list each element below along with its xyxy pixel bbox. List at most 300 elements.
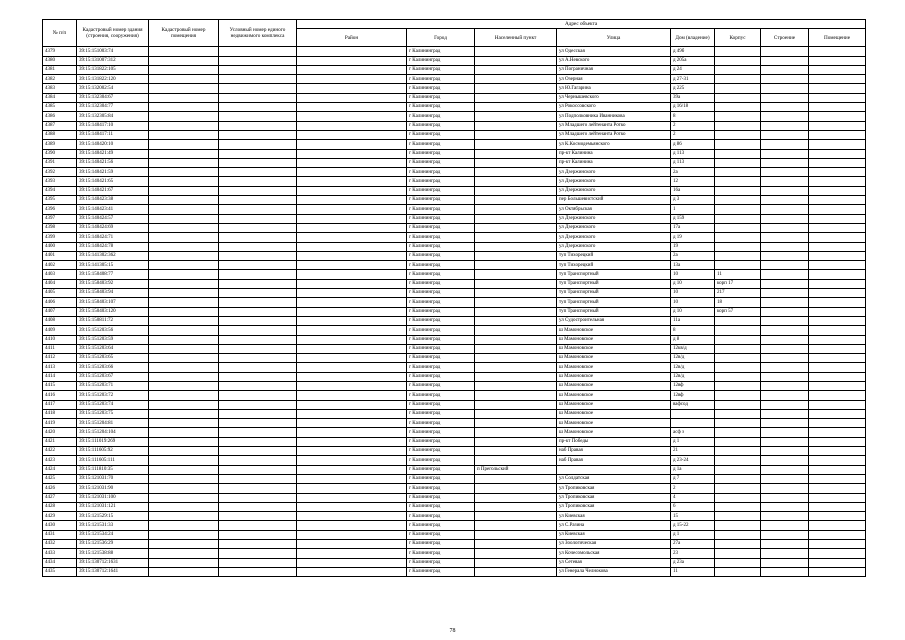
cell-district: [297, 149, 407, 158]
cell-cadastral-room: [149, 196, 219, 205]
cell-conditional-complex: [219, 512, 297, 521]
cell-room: [809, 419, 866, 428]
col-house-header: Дом (владение): [671, 29, 715, 47]
cell-block: [715, 251, 761, 260]
cell-row-number: 4403: [43, 270, 77, 279]
cell-house: д 225: [671, 84, 715, 93]
col-cadastral-building-header: Кадастровый номер здания (строения, сооружения): [77, 20, 149, 47]
cell-building: [761, 93, 809, 102]
cell-conditional-complex: [219, 298, 297, 307]
cell-cadastral-building: 39:15:151203:71: [77, 381, 149, 390]
cell-row-number: 4383: [43, 84, 77, 93]
cell-block: [715, 400, 761, 409]
cell-city: г Калининград: [407, 484, 475, 493]
col-city-header: Город: [407, 29, 475, 47]
cell-building: [761, 316, 809, 325]
cell-house: 8: [671, 112, 715, 121]
cell-street: ш Мамоновское: [557, 409, 671, 418]
cell-cadastral-room: [149, 428, 219, 437]
cell-room: [809, 47, 866, 56]
cell-settlement: [475, 56, 557, 65]
cell-building: [761, 335, 809, 344]
cell-building: [761, 381, 809, 390]
table-row: [43, 196, 866, 205]
cell-cadastral-room: [149, 484, 219, 493]
cell-row-number: 4408: [43, 316, 77, 325]
cell-street: ул Дзержинского: [557, 233, 671, 242]
cell-settlement: [475, 47, 557, 56]
cell-street: ул Сетевая: [557, 558, 671, 567]
cell-cadastral-room: [149, 65, 219, 74]
cell-row-number: 4393: [43, 177, 77, 186]
cell-room: [809, 130, 866, 139]
cell-room: [809, 521, 866, 530]
cell-district: [297, 326, 407, 335]
cell-row-number: 4395: [43, 196, 77, 205]
cell-building: [761, 223, 809, 232]
table-row: [43, 186, 866, 195]
cell-cadastral-building: 39:15:140424:69: [77, 223, 149, 232]
cell-settlement: [475, 391, 557, 400]
cell-district: [297, 103, 407, 112]
cell-room: [809, 158, 866, 167]
cell-conditional-complex: [219, 289, 297, 298]
cell-conditional-complex: [219, 372, 297, 381]
cell-conditional-complex: [219, 465, 297, 474]
cell-settlement: [475, 103, 557, 112]
cell-conditional-complex: [219, 437, 297, 446]
cell-district: [297, 372, 407, 381]
cell-building: [761, 354, 809, 363]
cell-city: г Калининград: [407, 381, 475, 390]
cell-conditional-complex: [219, 381, 297, 390]
cell-street: наб Правая: [557, 456, 671, 465]
cell-district: [297, 363, 407, 372]
cell-row-number: 4398: [43, 223, 77, 232]
cell-row-number: 4390: [43, 149, 77, 158]
cell-cadastral-building: 39:15:140421:65: [77, 177, 149, 186]
cell-street: туп Транспортный: [557, 270, 671, 279]
cell-house: д 3: [671, 196, 715, 205]
cell-district: [297, 205, 407, 214]
cell-room: [809, 391, 866, 400]
cell-conditional-complex: [219, 484, 297, 493]
cell-row-number: 4431: [43, 530, 77, 539]
cell-settlement: [475, 121, 557, 130]
cell-block: 11: [715, 270, 761, 279]
cell-city: г Калининград: [407, 233, 475, 242]
cell-house: 15: [671, 512, 715, 521]
cell-building: [761, 140, 809, 149]
cell-city: г Калининград: [407, 75, 475, 84]
cell-settlement: п Прегольский: [475, 465, 557, 474]
cell-settlement: [475, 186, 557, 195]
table-row: [43, 354, 866, 363]
cell-building: [761, 186, 809, 195]
cell-conditional-complex: [219, 474, 297, 483]
cell-cadastral-room: [149, 465, 219, 474]
cell-room: [809, 177, 866, 186]
cell-block: [715, 474, 761, 483]
cell-conditional-complex: [219, 158, 297, 167]
cell-room: [809, 437, 866, 446]
table-header: [43, 20, 866, 47]
cell-cadastral-room: [149, 437, 219, 446]
cell-district: [297, 391, 407, 400]
cell-street: ул Одесская: [557, 47, 671, 56]
cell-building: [761, 251, 809, 260]
cell-conditional-complex: [219, 251, 297, 260]
cell-cadastral-building: 39:15:121031:121: [77, 502, 149, 511]
cell-conditional-complex: [219, 112, 297, 121]
cell-building: [761, 502, 809, 511]
cell-city: г Калининград: [407, 112, 475, 121]
cell-house: 2: [671, 130, 715, 139]
cell-conditional-complex: [219, 549, 297, 558]
table-row: [43, 270, 866, 279]
cell-building: [761, 233, 809, 242]
cell-cadastral-room: [149, 93, 219, 102]
table-row: [43, 289, 866, 298]
table-row: [43, 65, 866, 74]
cell-city: г Калининград: [407, 168, 475, 177]
cell-block: 217: [715, 289, 761, 298]
cell-district: [297, 354, 407, 363]
cell-room: [809, 381, 866, 390]
table-row: [43, 298, 866, 307]
cell-street: ш Мамоновское: [557, 335, 671, 344]
cell-building: [761, 130, 809, 139]
cell-city: г Калининград: [407, 316, 475, 325]
cell-house: д 86: [671, 140, 715, 149]
cell-cadastral-building: 39:15:132002:54: [77, 84, 149, 93]
cell-row-number: 4420: [43, 428, 77, 437]
cell-block: [715, 521, 761, 530]
cell-city: г Калининград: [407, 391, 475, 400]
cell-settlement: [475, 233, 557, 242]
cell-district: [297, 214, 407, 223]
table-row: [43, 372, 866, 381]
cell-house: 10: [671, 289, 715, 298]
table-row: [43, 103, 866, 112]
cell-city: г Калининград: [407, 549, 475, 558]
cell-district: [297, 530, 407, 539]
cell-district: [297, 121, 407, 130]
cell-city: г Калининград: [407, 540, 475, 549]
cell-room: [809, 261, 866, 270]
cell-room: [809, 512, 866, 521]
cell-street: ул Октябрьская: [557, 205, 671, 214]
cell-row-number: 4384: [43, 93, 77, 102]
cell-district: [297, 233, 407, 242]
cell-house: 12: [671, 177, 715, 186]
col-conditional-complex-header: Условный номер единого недвижимого комплекса: [219, 20, 297, 47]
table-row: [43, 158, 866, 167]
cell-building: [761, 103, 809, 112]
cell-cadastral-building: 39:15:111810:35: [77, 465, 149, 474]
cell-house: д 23а: [671, 558, 715, 567]
cell-conditional-complex: [219, 540, 297, 549]
cell-row-number: 4392: [43, 168, 77, 177]
cell-city: г Калининград: [407, 447, 475, 456]
cell-district: [297, 419, 407, 428]
cell-settlement: [475, 335, 557, 344]
cell-district: [297, 47, 407, 56]
cell-room: [809, 75, 866, 84]
cell-house: 8: [671, 326, 715, 335]
cell-settlement: [475, 84, 557, 93]
cell-city: г Калининград: [407, 84, 475, 93]
cell-row-number: 4421: [43, 437, 77, 446]
cell-building: [761, 437, 809, 446]
cell-cadastral-building: 39:15:150403:92: [77, 279, 149, 288]
cell-house: д 27-31: [671, 75, 715, 84]
cell-settlement: [475, 65, 557, 74]
cell-block: [715, 419, 761, 428]
cell-room: [809, 484, 866, 493]
cell-district: [297, 335, 407, 344]
cell-room: [809, 186, 866, 195]
cell-row-number: 4422: [43, 447, 77, 456]
cell-block: [715, 530, 761, 539]
cell-room: [809, 270, 866, 279]
cell-street: ул Ю.Гагарина: [557, 84, 671, 93]
cell-street: ш Мамоновское: [557, 391, 671, 400]
cell-house: 19: [671, 242, 715, 251]
cell-room: [809, 428, 866, 437]
table-row: [43, 56, 866, 65]
cell-block: [715, 326, 761, 335]
cell-conditional-complex: [219, 140, 297, 149]
cell-cadastral-building: 39:15:121538:88: [77, 549, 149, 558]
cell-building: [761, 307, 809, 316]
cell-block: [715, 447, 761, 456]
table-row: [43, 140, 866, 149]
table-row: [43, 474, 866, 483]
cell-cadastral-building: 39:15:151203:72: [77, 391, 149, 400]
table-row: [43, 279, 866, 288]
cell-street: ш Мамоновское: [557, 400, 671, 409]
cell-settlement: [475, 344, 557, 353]
cell-row-number: 4429: [43, 512, 77, 521]
cell-cadastral-room: [149, 205, 219, 214]
cell-cadastral-building: 39:15:151003:74: [77, 47, 149, 56]
cell-cadastral-room: [149, 567, 219, 576]
cell-building: [761, 47, 809, 56]
cell-house: 6: [671, 502, 715, 511]
table-row: [43, 437, 866, 446]
cell-house: д 16/18: [671, 103, 715, 112]
cell-cadastral-room: [149, 56, 219, 65]
cell-city: г Калининград: [407, 251, 475, 260]
cell-conditional-complex: [219, 47, 297, 56]
cell-building: [761, 168, 809, 177]
cell-settlement: [475, 363, 557, 372]
cell-district: [297, 549, 407, 558]
cell-block: [715, 567, 761, 576]
cell-settlement: [475, 512, 557, 521]
cell-block: [715, 261, 761, 270]
cell-street: ул Чернышевского: [557, 93, 671, 102]
cell-room: [809, 223, 866, 232]
cell-block: [715, 149, 761, 158]
cell-row-number: 4385: [43, 103, 77, 112]
cell-settlement: [475, 307, 557, 316]
cell-cadastral-building: 39:15:130712:1641: [77, 567, 149, 576]
table-row: [43, 316, 866, 325]
cell-conditional-complex: [219, 391, 297, 400]
cell-district: [297, 186, 407, 195]
cell-settlement: [475, 140, 557, 149]
cell-settlement: [475, 493, 557, 502]
cell-settlement: [475, 196, 557, 205]
cell-cadastral-room: [149, 298, 219, 307]
cell-conditional-complex: [219, 567, 297, 576]
cell-cadastral-room: [149, 186, 219, 195]
cell-cadastral-room: [149, 121, 219, 130]
cell-settlement: [475, 354, 557, 363]
cell-city: г Калининград: [407, 65, 475, 74]
table-row: [43, 456, 866, 465]
cell-cadastral-building: 39:15:140421:59: [77, 168, 149, 177]
cell-room: [809, 363, 866, 372]
cell-room: [809, 279, 866, 288]
col-building-header: Строение: [761, 29, 809, 47]
cell-city: г Калининград: [407, 223, 475, 232]
cell-street: ул Судостроительная: [557, 316, 671, 325]
table-row: [43, 502, 866, 511]
cell-cadastral-building: 39:15:151203:65: [77, 354, 149, 363]
cell-row-number: 4433: [43, 549, 77, 558]
cell-block: [715, 103, 761, 112]
cell-cadastral-room: [149, 168, 219, 177]
cell-block: [715, 233, 761, 242]
cell-row-number: 4414: [43, 372, 77, 381]
cell-city: г Калининград: [407, 307, 475, 316]
cell-conditional-complex: [219, 335, 297, 344]
cell-block: [715, 84, 761, 93]
cell-cadastral-room: [149, 456, 219, 465]
table-row: [43, 391, 866, 400]
cell-room: [809, 400, 866, 409]
cell-cadastral-room: [149, 502, 219, 511]
cell-house: 4: [671, 493, 715, 502]
cell-building: [761, 530, 809, 539]
cell-street: ул Младшего лейтенанта Ротко: [557, 121, 671, 130]
col-room-header: Помещение: [809, 29, 866, 47]
cell-settlement: [475, 289, 557, 298]
cell-conditional-complex: [219, 242, 297, 251]
cell-street: ул Киевская: [557, 512, 671, 521]
cell-building: [761, 326, 809, 335]
cell-street: ш Мамоновское: [557, 428, 671, 437]
cell-house: 12вф: [671, 391, 715, 400]
cell-cadastral-room: [149, 558, 219, 567]
cell-block: [715, 409, 761, 418]
cell-building: [761, 298, 809, 307]
cell-room: [809, 103, 866, 112]
cell-room: [809, 56, 866, 65]
cell-building: [761, 112, 809, 121]
cell-row-number: 4418: [43, 409, 77, 418]
cell-block: [715, 223, 761, 232]
cell-row-number: 4410: [43, 335, 77, 344]
cell-room: [809, 530, 866, 539]
cell-street: ш Мамоновское: [557, 419, 671, 428]
cell-row-number: 4387: [43, 121, 77, 130]
cell-building: [761, 56, 809, 65]
cell-block: корп 17: [715, 279, 761, 288]
cell-block: [715, 242, 761, 251]
cell-cadastral-building: 39:15:132304:67: [77, 93, 149, 102]
cell-block: [715, 186, 761, 195]
cell-cadastral-room: [149, 103, 219, 112]
table-row: [43, 326, 866, 335]
cell-block: [715, 549, 761, 558]
cell-conditional-complex: [219, 428, 297, 437]
cell-room: [809, 558, 866, 567]
cell-room: [809, 549, 866, 558]
cell-block: [715, 112, 761, 121]
cell-street: пр-кт Калинина: [557, 149, 671, 158]
cell-street: ул Кочесомольская: [557, 549, 671, 558]
cell-settlement: [475, 261, 557, 270]
cell-street: туп Тихорецкий: [557, 261, 671, 270]
cell-building: [761, 242, 809, 251]
table-row: [43, 112, 866, 121]
cell-building: [761, 474, 809, 483]
cell-house: д 113: [671, 158, 715, 167]
cell-street: туп Транспортный: [557, 289, 671, 298]
cell-district: [297, 251, 407, 260]
col-num-header: № п/п: [43, 20, 77, 47]
cell-settlement: [475, 270, 557, 279]
cell-house: 21: [671, 447, 715, 456]
cell-building: [761, 279, 809, 288]
cell-building: [761, 521, 809, 530]
cell-street: [557, 465, 671, 474]
cell-settlement: [475, 93, 557, 102]
cell-house: д 23-24: [671, 456, 715, 465]
cell-conditional-complex: [219, 270, 297, 279]
cell-cadastral-building: 39:15:132305:84: [77, 112, 149, 121]
cell-street: ул Подполковника Иванникова: [557, 112, 671, 121]
cell-district: [297, 242, 407, 251]
cell-district: [297, 223, 407, 232]
cell-conditional-complex: [219, 409, 297, 418]
cell-conditional-complex: [219, 223, 297, 232]
cell-row-number: 4424: [43, 465, 77, 474]
cell-room: [809, 93, 866, 102]
cell-city: г Калининград: [407, 149, 475, 158]
cell-conditional-complex: [219, 558, 297, 567]
cell-cadastral-building: 39:15:121536:29: [77, 540, 149, 549]
cell-conditional-complex: [219, 502, 297, 511]
cell-conditional-complex: [219, 149, 297, 158]
cell-conditional-complex: [219, 103, 297, 112]
table-row: [43, 75, 866, 84]
cell-building: [761, 409, 809, 418]
cell-street: туп Транспортный: [557, 307, 671, 316]
cell-room: [809, 344, 866, 353]
cell-building: [761, 196, 809, 205]
cell-city: г Калининград: [407, 261, 475, 270]
cell-room: [809, 205, 866, 214]
cell-house: вафсод: [671, 400, 715, 409]
cell-cadastral-building: 39:15:130712:1631: [77, 558, 149, 567]
cell-cadastral-building: 39:15:151203:64: [77, 344, 149, 353]
cell-row-number: 4415: [43, 381, 77, 390]
